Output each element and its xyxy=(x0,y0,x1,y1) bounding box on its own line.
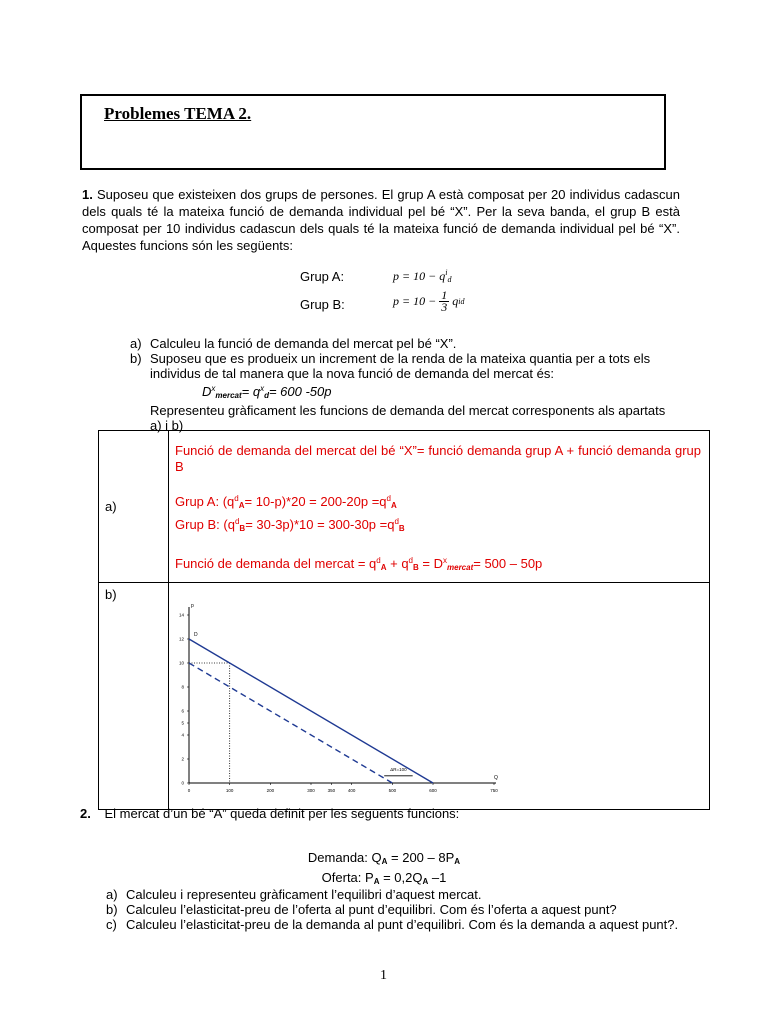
demand-line-dashed xyxy=(189,663,392,783)
page-number: 1 xyxy=(380,968,387,983)
problem-2-number: 2. xyxy=(80,806,91,821)
problem-1-questions: a) Calculeu la funció de demanda del mercat pel bé “X”. b) Suposeu que es produeix un increment de la renda de la mateixa quantia per a tots els individus de tal manera que la nova funció de demanda del mercat és: $D^x_{mercat}= q^x_d= 600$ -50p Representeu gràficament les funcions de demanda del mercat corresponents als apartats a) i b) xyxy=(130,336,680,433)
x-axis-label: Q xyxy=(494,775,498,781)
solution-row-a xyxy=(99,431,710,583)
x-tick-label: 600 xyxy=(429,788,437,793)
x-tick-label: 200 xyxy=(266,788,275,793)
problem-2-questions: a) Calculeu i representeu gràficament l’equilibri d’aquest mercat. b) Calculeu l’elasticitat-preu de l’oferta al punt d’equilibri. Com és l’oferta a aquest punt? c) Calculeu l’elasticitat-preu de la demanda al punt d’equilibri. Com és la demanda a aquest punt?. xyxy=(106,887,679,932)
x-tick-label: 500 xyxy=(388,788,397,793)
y-tick-label: 4 xyxy=(181,732,184,738)
problem-2-functions xyxy=(0,850,768,890)
demand-chart xyxy=(169,583,709,805)
y-tick-label: 2 xyxy=(181,756,184,762)
y-tick-label: 8 xyxy=(181,684,184,690)
x-tick-label: 750 xyxy=(490,788,498,793)
y-tick-label: 14 xyxy=(178,612,184,618)
row-a-content: Funció de demanda del mercat del bé “X”= funció demanda grup A + funció demanda grup B Grup A: $(q^d_A= 10-p)*20 = 200-20p =q^d_A$ Grup B: $(q^d_B= 30-3p)*10 = 300-30p =q^d_B$ Funció de demanda del mercat = $q^d_A + q^d_B = D^x_{mercat}= 500 - 50p$ xyxy=(169,431,710,583)
row-b-chart-cell xyxy=(169,583,710,810)
row-b-label: b) xyxy=(99,583,169,810)
shift-annotation: ΔR=100 xyxy=(390,767,407,772)
group-a-demand: Grup A: $(q^d_A= 10-p)*20 = 200-20p =q^d_A$ xyxy=(175,494,397,510)
question-1b-equation: $D^x_{mercat}= q^x_d= 600$ -50p xyxy=(202,384,332,400)
row-a-label: a) xyxy=(99,431,169,583)
demand-function: Demanda: $Q_A = 200 - 8P_A$ xyxy=(307,850,461,866)
page-title: Problemes TEMA 2. xyxy=(104,104,252,123)
fraction: $\frac{1}{3}$ xyxy=(441,288,448,314)
y-tick-label: 5 xyxy=(181,720,184,726)
supply-function: Oferta: $P_A = 0,2Q_A$ –1 xyxy=(321,870,447,886)
y-tick-label: 6 xyxy=(181,708,184,714)
x-tick-label: 100 xyxy=(225,788,234,793)
demand-line xyxy=(189,639,433,783)
x-tick-label: 300 xyxy=(307,788,315,793)
group-b-label: Grup B: xyxy=(300,297,345,312)
x-tick-label: 0 xyxy=(187,788,191,793)
x-tick-label: 400 xyxy=(347,788,356,793)
group-a-equation: $p = 10 - q^i_d$ xyxy=(393,268,452,284)
y-tick-label: 12 xyxy=(178,636,184,642)
problem-1-number: 1. xyxy=(82,187,93,202)
question-2c: Calculeu l’elasticitat-preu de la demanda al punt d’equilibri. Com és la demanda a aquest punt?. xyxy=(126,917,679,932)
question-2a: Calculeu i representeu gràficament l’equilibri d’aquest mercat. xyxy=(126,887,482,902)
solution-table xyxy=(98,430,710,810)
solution-row-b xyxy=(99,583,710,810)
question-1b: Suposeu que es produeix un increment de la renda de la mateixa quantia per a tots els individus de tal manera que la nova funció de demanda del mercat és: xyxy=(150,351,651,381)
problem-2 xyxy=(80,806,459,821)
y-tick-label: 10 xyxy=(178,660,184,666)
question-1b-extra: Representeu gràficament les funcions de demanda del mercat corresponents als apartats a) i b) xyxy=(150,403,666,433)
x-tick-label: 350 xyxy=(327,788,336,793)
y-axis-label: p xyxy=(191,603,194,609)
question-1a: Calculeu la funció de demanda del mercat pel bé “X”. xyxy=(150,336,457,351)
group-a-label: Grup A: xyxy=(300,269,345,284)
problem-2-text: El mercat d’un bé “A” queda definit per les següents funcions: xyxy=(104,806,460,821)
problem-1 xyxy=(82,186,680,254)
y-tick-label: 0 xyxy=(181,780,184,786)
group-b-equation: p = 10 − $\frac{1}{3}$ q i d xyxy=(393,288,465,314)
question-2b: Calculeu l’elasticitat-preu de l’oferta al punt d’equilibri. Com és l’oferta a aquest punt? xyxy=(126,902,617,917)
line-label-d: D xyxy=(194,632,198,638)
problem-1-text: Suposeu que existeixen dos grups de persones. El grup A està composat per 20 individus cadascun dels quals té la mateixa funció de demanda individual pel bé “X”. Per la seva banda, el grup B està composat per 10 individus cadascun dels quals té la mateixa funció de demanda individual pel bé “X”. Aquestes funcions són les següents: xyxy=(82,187,680,253)
group-b-demand: Grup B: $(q^d_B= 30-3p)*10 = 300-30p =q^d_B$ xyxy=(175,517,405,533)
market-demand: Funció de demanda del mercat = $q^d_A + q^d_B = D^x_{mercat}= 500 - 50p$ xyxy=(175,556,543,572)
